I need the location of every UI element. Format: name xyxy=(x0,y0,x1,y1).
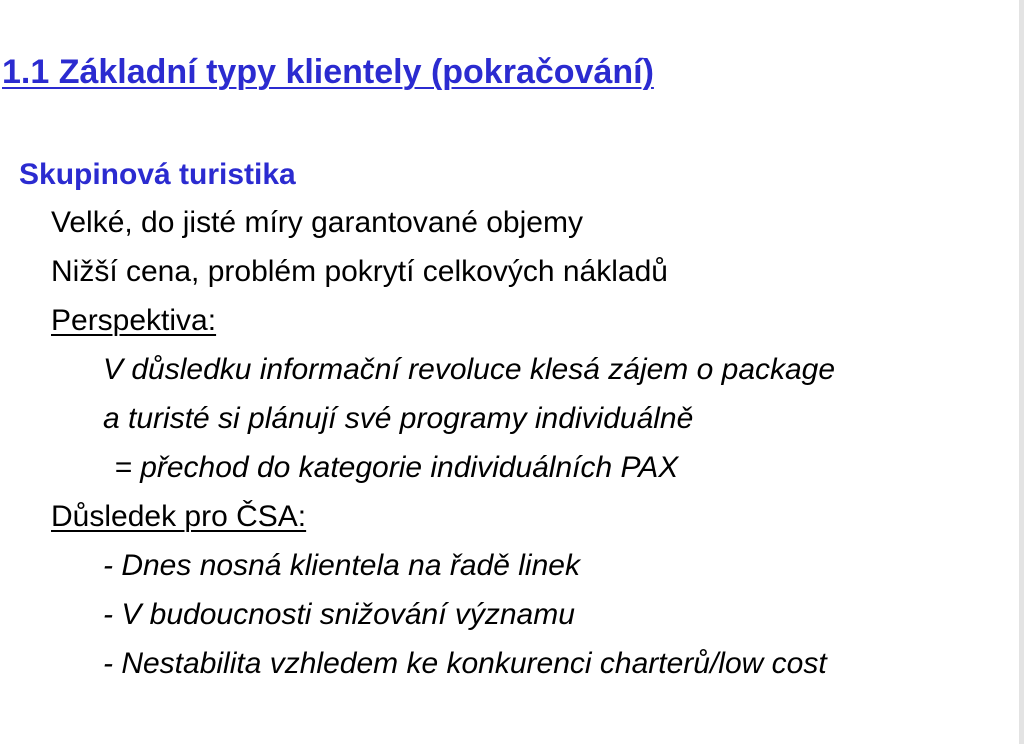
bullet-point: Nižší cena, problém pokrytí celkových nákladů xyxy=(51,255,668,288)
perspective-heading: Perspektiva: xyxy=(51,304,217,337)
consequence-heading: Důsledek pro ČSA: xyxy=(51,500,307,533)
slide-edge xyxy=(1019,0,1024,744)
section-heading: Skupinová turistika xyxy=(19,158,296,191)
consequence-line: - Nestabilita vzhledem ke konkurenci charterů/low cost xyxy=(103,647,827,680)
consequence-line: - V budoucnosti snižování významu xyxy=(103,598,575,631)
consequence-line: - Dnes nosná klientela na řadě linek xyxy=(103,549,580,582)
perspective-line: V důsledku informační revoluce klesá zájem o package xyxy=(103,353,836,386)
slide-title: 1.1 Základní typy klientely (pokračování) xyxy=(2,53,654,91)
perspective-line: = přechod do kategorie individuálních PAX xyxy=(106,451,679,484)
bullet-point: Velké, do jisté míry garantované objemy xyxy=(51,206,583,239)
perspective-line: a turisté si plánují své programy individuálně xyxy=(103,402,694,435)
